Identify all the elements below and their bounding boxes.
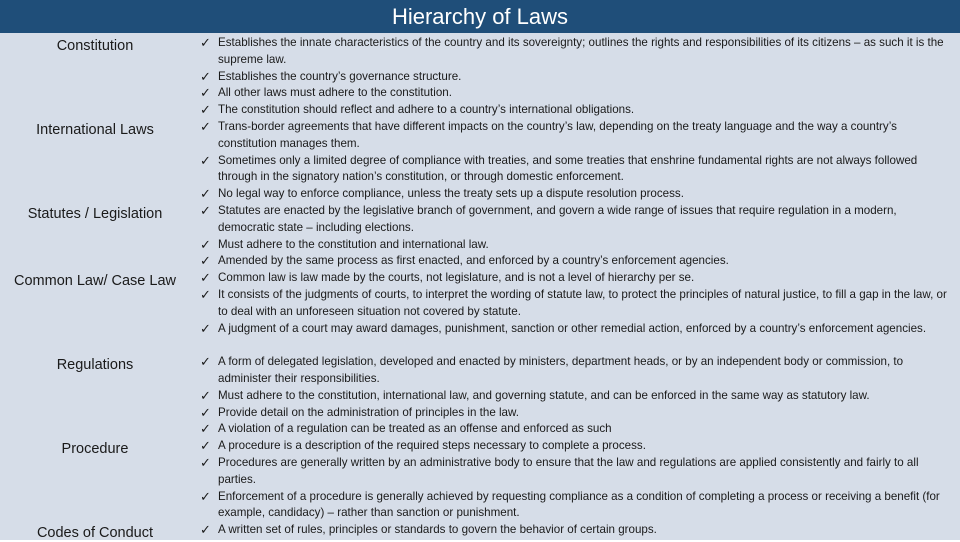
check-icon: ✓ [200,354,211,370]
law-item: All other laws must adhere to the constitution. [218,86,452,100]
law-item: A judgment of a court may award damages, punishment, sanction or other remedial action, enforced by a country’s enforcement agencies. [218,321,927,335]
law-item: Must adhere to the constitution, international law, and governing statute, and can be enforced in the same way as statutory law. [218,388,870,402]
law-item: Statutes are enacted by the legislative branch of government, and govern a wide range of issues that require regulation in a modern, democratic state – including elections. [218,204,897,234]
description-column [192,33,960,540]
check-icon: ✓ [200,119,211,134]
title-bar [0,0,960,33]
check-icon: ✓ [200,287,211,302]
category-codes: Codes of Conduct [36,525,154,541]
check-icon: ✓ [200,488,211,504]
law-item: Establishes the country’s governance structure. [218,69,462,83]
check-icon: ✓ [200,320,211,336]
law-item: No legal way to enforce compliance, unless the treaty sets up a dispute resolution process. [218,187,684,201]
law-item: It consists of the judgments of courts, to interpret the wording of statute law, to protect the principles of natural justice, to fill a gap in the law, or to deal with an unforeseen situation not covered by statute. [218,288,947,318]
check-icon: ✓ [200,270,211,286]
law-item: A violation of a regulation can be treated as an offense and enforced as such [218,422,612,436]
check-icon: ✓ [200,68,211,84]
category-statutes: Statutes / Legislation [27,206,163,222]
law-item: Amended by the same process as first enacted, and enforced by a country’s enforcement agencies. [218,254,729,268]
check-icon: ✓ [200,35,211,50]
category-common-law: Common Law/ Case Law [14,273,176,289]
check-icon: ✓ [200,455,211,470]
check-icon: ✓ [200,253,211,269]
category-procedure: Procedure [61,441,129,457]
check-icon: ✓ [200,236,211,252]
law-item: A written set of rules, principles or standards to govern the behavior of certain groups. [218,523,657,537]
check-icon: ✓ [200,421,211,437]
category-regulations: Regulations [56,357,134,373]
category-column [0,33,192,540]
law-item: Procedures are generally written by an administrative body to ensure that the law and regulations are applied consistently and fairly to all parties. [218,456,919,486]
law-item: Common law is law made by the courts, not legislature, and is not a level of hierarchy per se. [218,271,695,285]
law-item: Establishes the innate characteristics of the country and its sovereignty; outlines the rights and responsibilities of its citizens – as such it is the supreme law. [218,36,944,66]
law-item: Enforcement of a procedure is generally achieved by requesting compliance as a condition of completing a process or receiving a benefit (for example, candidacy) – rather than sanction or punishment. [218,489,940,520]
page-title: Hierarchy of Laws [391,4,569,29]
law-item: Provide detail on the administration of principles in the law. [218,405,519,419]
check-icon: ✓ [200,522,211,538]
law-item: Trans-border agreements that have different impacts on the country’s law, depending on the treaty language and the way a country’s constitution manages them. [218,120,897,150]
law-item: A form of delegated legislation, developed and enacted by ministers, department heads, or by an independent body or commission, to administer their responsibilities. [218,355,904,385]
law-item: A procedure is a description of the required steps necessary to complete a process. [218,439,646,453]
check-icon: ✓ [200,186,211,202]
check-icon: ✓ [200,85,211,101]
check-icon: ✓ [200,404,211,420]
check-icon: ✓ [200,203,211,218]
law-item: Sometimes only a limited degree of compliance with treaties, and some treaties that enshrine fundamental rights are not always followed through in the signatory nation’s constitution, or through domestic enforcement. [218,153,918,184]
check-icon: ✓ [200,102,211,118]
category-constitution: Constitution [56,38,134,54]
check-icon: ✓ [200,387,211,403]
check-icon: ✓ [200,438,211,454]
law-item: Must adhere to the constitution and international law. [218,237,489,251]
law-item: The constitution should reflect and adhere to a country’s international obligations. [218,103,635,117]
category-international: International Laws [36,122,154,138]
check-icon: ✓ [200,152,211,168]
